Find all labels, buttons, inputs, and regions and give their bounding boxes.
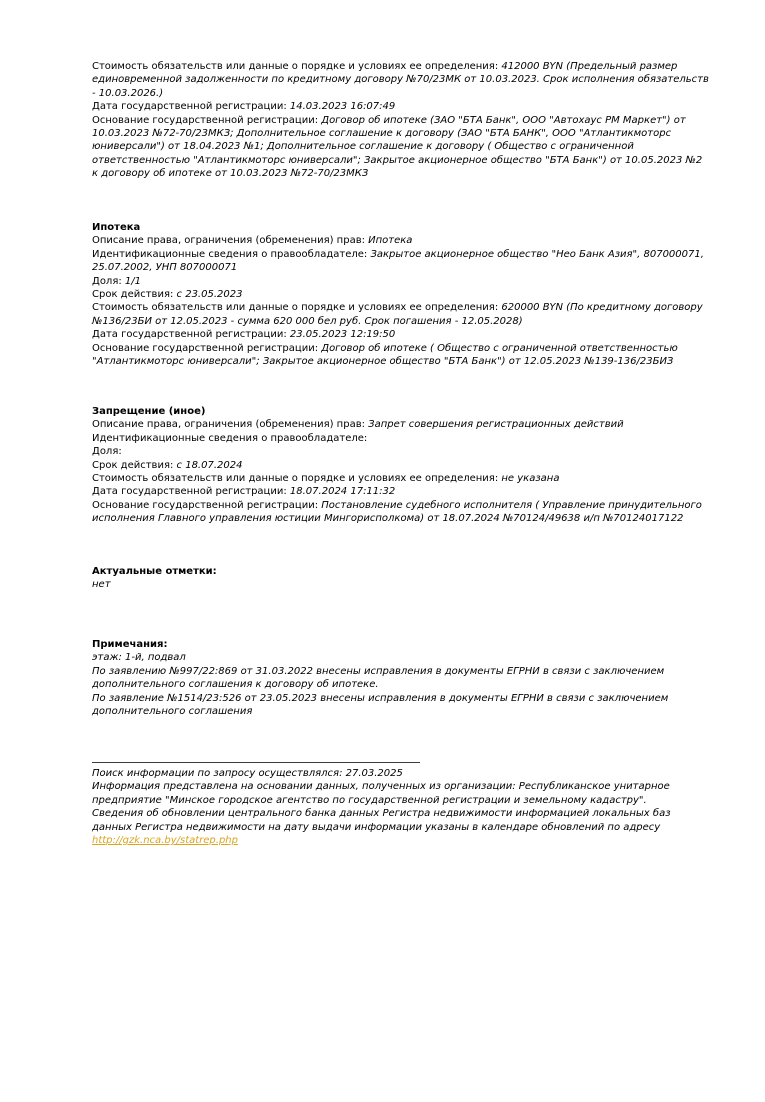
field-label: Стоимость обязательств или данные о порядке и условиях ее определения:: [92, 473, 499, 485]
field-label: Дата государственной регистрации:: [92, 329, 287, 341]
field-row: [92, 472, 710, 485]
search-date-line: Поиск информации по запросу осуществлялся: 27.03.2025: [92, 768, 403, 779]
section-ipoteka: [92, 221, 710, 368]
field-row: [92, 288, 710, 301]
field-label: Идентификационные сведения о правообладателе:: [92, 248, 368, 260]
field-row: [92, 342, 710, 369]
field-row: [92, 445, 710, 458]
field-row: [92, 114, 710, 181]
section-primechaniya: [92, 638, 710, 718]
note-line: этаж: 1-й, подвал: [92, 652, 186, 664]
field-row: [92, 485, 710, 498]
field-value: 14.03.2023 16:07:49: [289, 101, 396, 113]
field-value: 620000 BYN (По кредитному договору №136/23БИ от 12.05.2023 - сумма 620 000 бел руб. Срок погашения - 12.05.2028): [92, 302, 703, 327]
field-label: Основание государственной регистрации:: [92, 499, 319, 511]
separator-line: [92, 762, 420, 763]
field-value: с 23.05.2023: [176, 289, 243, 301]
field-value: 23.05.2023 12:19:50: [289, 329, 396, 341]
field-value: Закрытое акционерное общество "Нео Банк Азия", 807000071, 25.07.2002, УНП 807000071: [92, 248, 704, 274]
section-heading-ipoteka: Ипотека: [92, 222, 141, 233]
note-line: По заявление №1514/23:526 от 23.05.2023 внесены исправления в документы ЕГРНИ в связи с заключением дополнительного соглашения: [92, 692, 669, 718]
note-line: По заявлению №997/22:869 от 31.03.2022 внесены исправления в документы ЕГРНИ в связи с заключением дополнительного соглашения к договору об ипотеке.: [92, 665, 665, 691]
field-value: Договор об ипотеке (ЗАО "БТА Банк", ООО "Автохаус РМ Маркет") от 10.03.2023 №72-70/23МКЗ; Дополнительное соглашение к договору (ЗАО "БТА БАНК", ООО "Атлантикмоторс юниверсали") от 18.04.2023 №1; Дополнительное соглашение к договору ( Общество с ограниченной ответственностью "Атлантикмоторс юниверсали"; Закрытое акционерное общество "БТА Банк") от 10.05.2023 №2 к договору об ипотеке от 10.03.2023 №72-70/23МКЗ: [92, 114, 703, 180]
section-heading-zapreshchenie: Запрещение (иное): [92, 406, 206, 417]
field-value: 412000 BYN (Предельный размер единовременной задолженности по кредитному договору №70/23МК от 10.03.2023. Срок исполнения обязательств - 10.03.2026.): [92, 61, 709, 99]
field-row: [92, 432, 710, 445]
field-label: Срок действия:: [92, 459, 174, 471]
field-label: Дата государственной регистрации:: [92, 486, 287, 498]
field-row: [92, 100, 710, 113]
field-label: Основание государственной регистрации:: [92, 114, 319, 126]
section-zapreshchenie-inoe: [92, 405, 710, 526]
field-label: Срок действия:: [92, 289, 174, 301]
field-label: Описание права, ограничения (обременения) прав:: [92, 235, 365, 247]
update-calendar-text: Сведения об обновлении центрального банка данных Регистра недвижимости информацией локальных баз данных Регистра недвижимости на дату выдачи информации указаны в календаре обновлений по адресу: [92, 808, 671, 833]
statrep-link[interactable]: http://gzk.nca.by/statrep.php: [92, 835, 238, 847]
field-label: Стоимость обязательств или данные о порядке и условиях ее определения:: [92, 302, 499, 314]
field-label: Доля:: [92, 446, 122, 458]
section-aktualnye-otmetki: [92, 565, 710, 592]
section-heading-primechaniya: Примечания:: [92, 639, 168, 650]
field-row: [92, 275, 710, 288]
field-row: [92, 499, 710, 526]
field-label: Доля:: [92, 275, 122, 287]
field-label: Стоимость обязательств или данные о порядке и условиях ее определения:: [92, 61, 499, 72]
field-value: не указана: [501, 473, 560, 485]
update-calendar-line: [92, 807, 710, 847]
field-value: Постановление судебного исполнителя ( Управление принудительного исполнения Главного управления юстиции Мингорисполкома) от 18.07.2024 №70124/49638 и/п №70124017122: [92, 499, 702, 525]
field-label: Основание государственной регистрации:: [92, 342, 319, 354]
field-row: [92, 60, 710, 100]
field-label: Дата государственной регистрации:: [92, 101, 287, 113]
field-row: [92, 459, 710, 472]
footer: [92, 762, 710, 847]
field-value: с 18.07.2024: [176, 459, 243, 471]
field-value: Ипотека: [368, 235, 413, 247]
field-label: Идентификационные сведения о правообладателе:: [92, 432, 368, 444]
field-row: [92, 418, 710, 431]
field-row: [92, 248, 710, 275]
section-obligations-continued: [92, 60, 710, 181]
field-value: 18.07.2024 17:11:32: [289, 486, 396, 498]
field-value: 1/1: [124, 275, 141, 287]
field-row: [92, 301, 710, 328]
field-value: Запрет совершения регистрационных действий: [368, 419, 624, 431]
note-line: нет: [92, 579, 111, 591]
section-heading-aktualnye-otmetki: Актуальные отметки:: [92, 566, 217, 577]
field-value: Договор об ипотеке ( Общество с ограниченной ответственностью "Атлантикмоторс юниверсали"; Закрытое акционерное общество "БТА Банк") от 12.05.2023 №139-136/23БИЗ: [92, 342, 678, 368]
field-label: Описание права, ограничения (обременения) прав:: [92, 419, 365, 431]
info-source-line: Информация представлена на основании данных, полученных из организации: Республиканское унитарное предприятие "Минское городское агентство по государственной регистрации и земельному кадастру".: [92, 781, 670, 806]
field-row: [92, 328, 710, 341]
field-row: [92, 234, 710, 247]
